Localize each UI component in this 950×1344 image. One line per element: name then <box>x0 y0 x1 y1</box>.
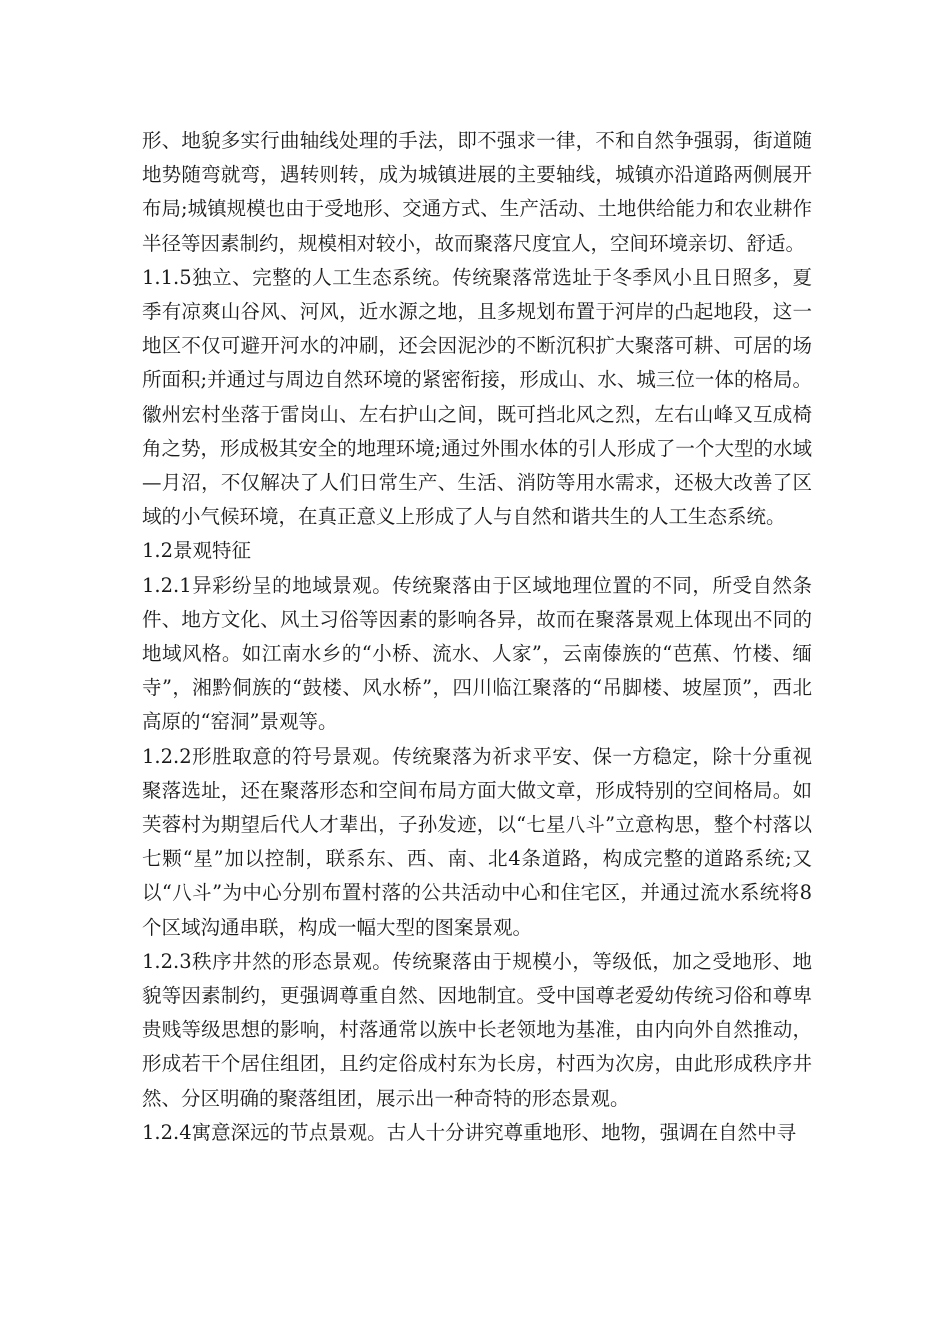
paragraph-street-layout: 形、地貌多实行曲轴线处理的手法，即不强求一律，不和自然争强弱，街道随地势随弯就弯，遇转则转，成为城镇进展的主要轴线，城镇亦沿道路两侧展开布局;城镇规模也由于受地形、交通方式、生产活动、土地供给能力和农业耕作半径等因素制约，规模相对较小，故而聚落尺度宜人，空间环境亲切、舒适。 <box>142 129 812 255</box>
paragraph-regional-landscape: 1.2.1异彩纷呈的地域景观。传统聚落由于区域地理位置的不同，所受自然条件、地方文化、风土习俗等因素的影响各异，故而在聚落景观上体现出不同的地域风格。如江南水乡的“小桥、流水、人家”，云南傣族的“芭蕉、竹楼、缅寺”，湘黔侗族的“鼓楼、风水桥”，四川临江聚落的“吊脚楼、坡屋顶”，西北高原的“窑洞”景观等。 <box>142 573 812 734</box>
paragraph-ecosystem: 1.1.5独立、完整的人工生态系统。传统聚落常选址于冬季风小且日照多，夏季有凉爽山谷风、河风，近水源之地，且多规划布置于河岸的凸起地段，这一地区不仅可避开河水的冲刷，还会因泥沙的不断沉积扩大聚落可耕、可居的场所面积;并通过与周边自然环境的紧密衔接，形成山、水、城三位一体的格局。徽州宏村坐落于雷岗山、左右护山之间，既可挡北风之烈，左右山峰又互成椅角之势，形成极其安全的地理环境;通过外围水体的引人形成了一个大型的水域—月沼，不仅解决了人们日常生产、生活、消防等用水需求，还极大改善了区域的小气候环境，在真正意义上形成了人与自然和谐共生的人工生态系统。 <box>142 265 812 529</box>
document-body <box>142 124 812 1150</box>
paragraph-symbolic-landscape: 1.2.2形胜取意的符号景观。传统聚落为祈求平安、保一方稳定，除十分重视聚落选址，还在聚落形态和空间布局方面大做文章，形成特别的空间格局。如芙蓉村为期望后代人才辈出，子孙发迹，以“七星八斗”立意构思，整个村落以七颗“星”加以控制，联系东、西、南、北4条道路，构成完整的道路系统;又以“八斗”为中心分别布置村落的公共活动中心和住宅区，并通过流水系统将8个区域沟通串联，构成一幅大型的图案景观。 <box>142 744 812 939</box>
paragraph-node-landscape: 1.2.4寓意深远的节点景观。古人十分讲究尊重地形、地物，强调在自然中寻 <box>142 1120 797 1144</box>
section-heading-landscape: 1.2景观特征 <box>142 539 252 563</box>
paragraph-form-landscape: 1.2.3秩序井然的形态景观。传统聚落由于规模小，等级低，加之受地形、地貌等因素制约，更强调尊重自然、因地制宜。受中国尊老爱幼传统习俗和尊卑贵贱等级思想的影响，村落通常以族中长老领地为基准，由内向外自然推动，形成若干个居住组团，且约定俗成村东为长房，村西为次房，由此形成秩序井然、分区明确的聚落组团，展示出一种奇特的形态景观。 <box>142 949 812 1110</box>
